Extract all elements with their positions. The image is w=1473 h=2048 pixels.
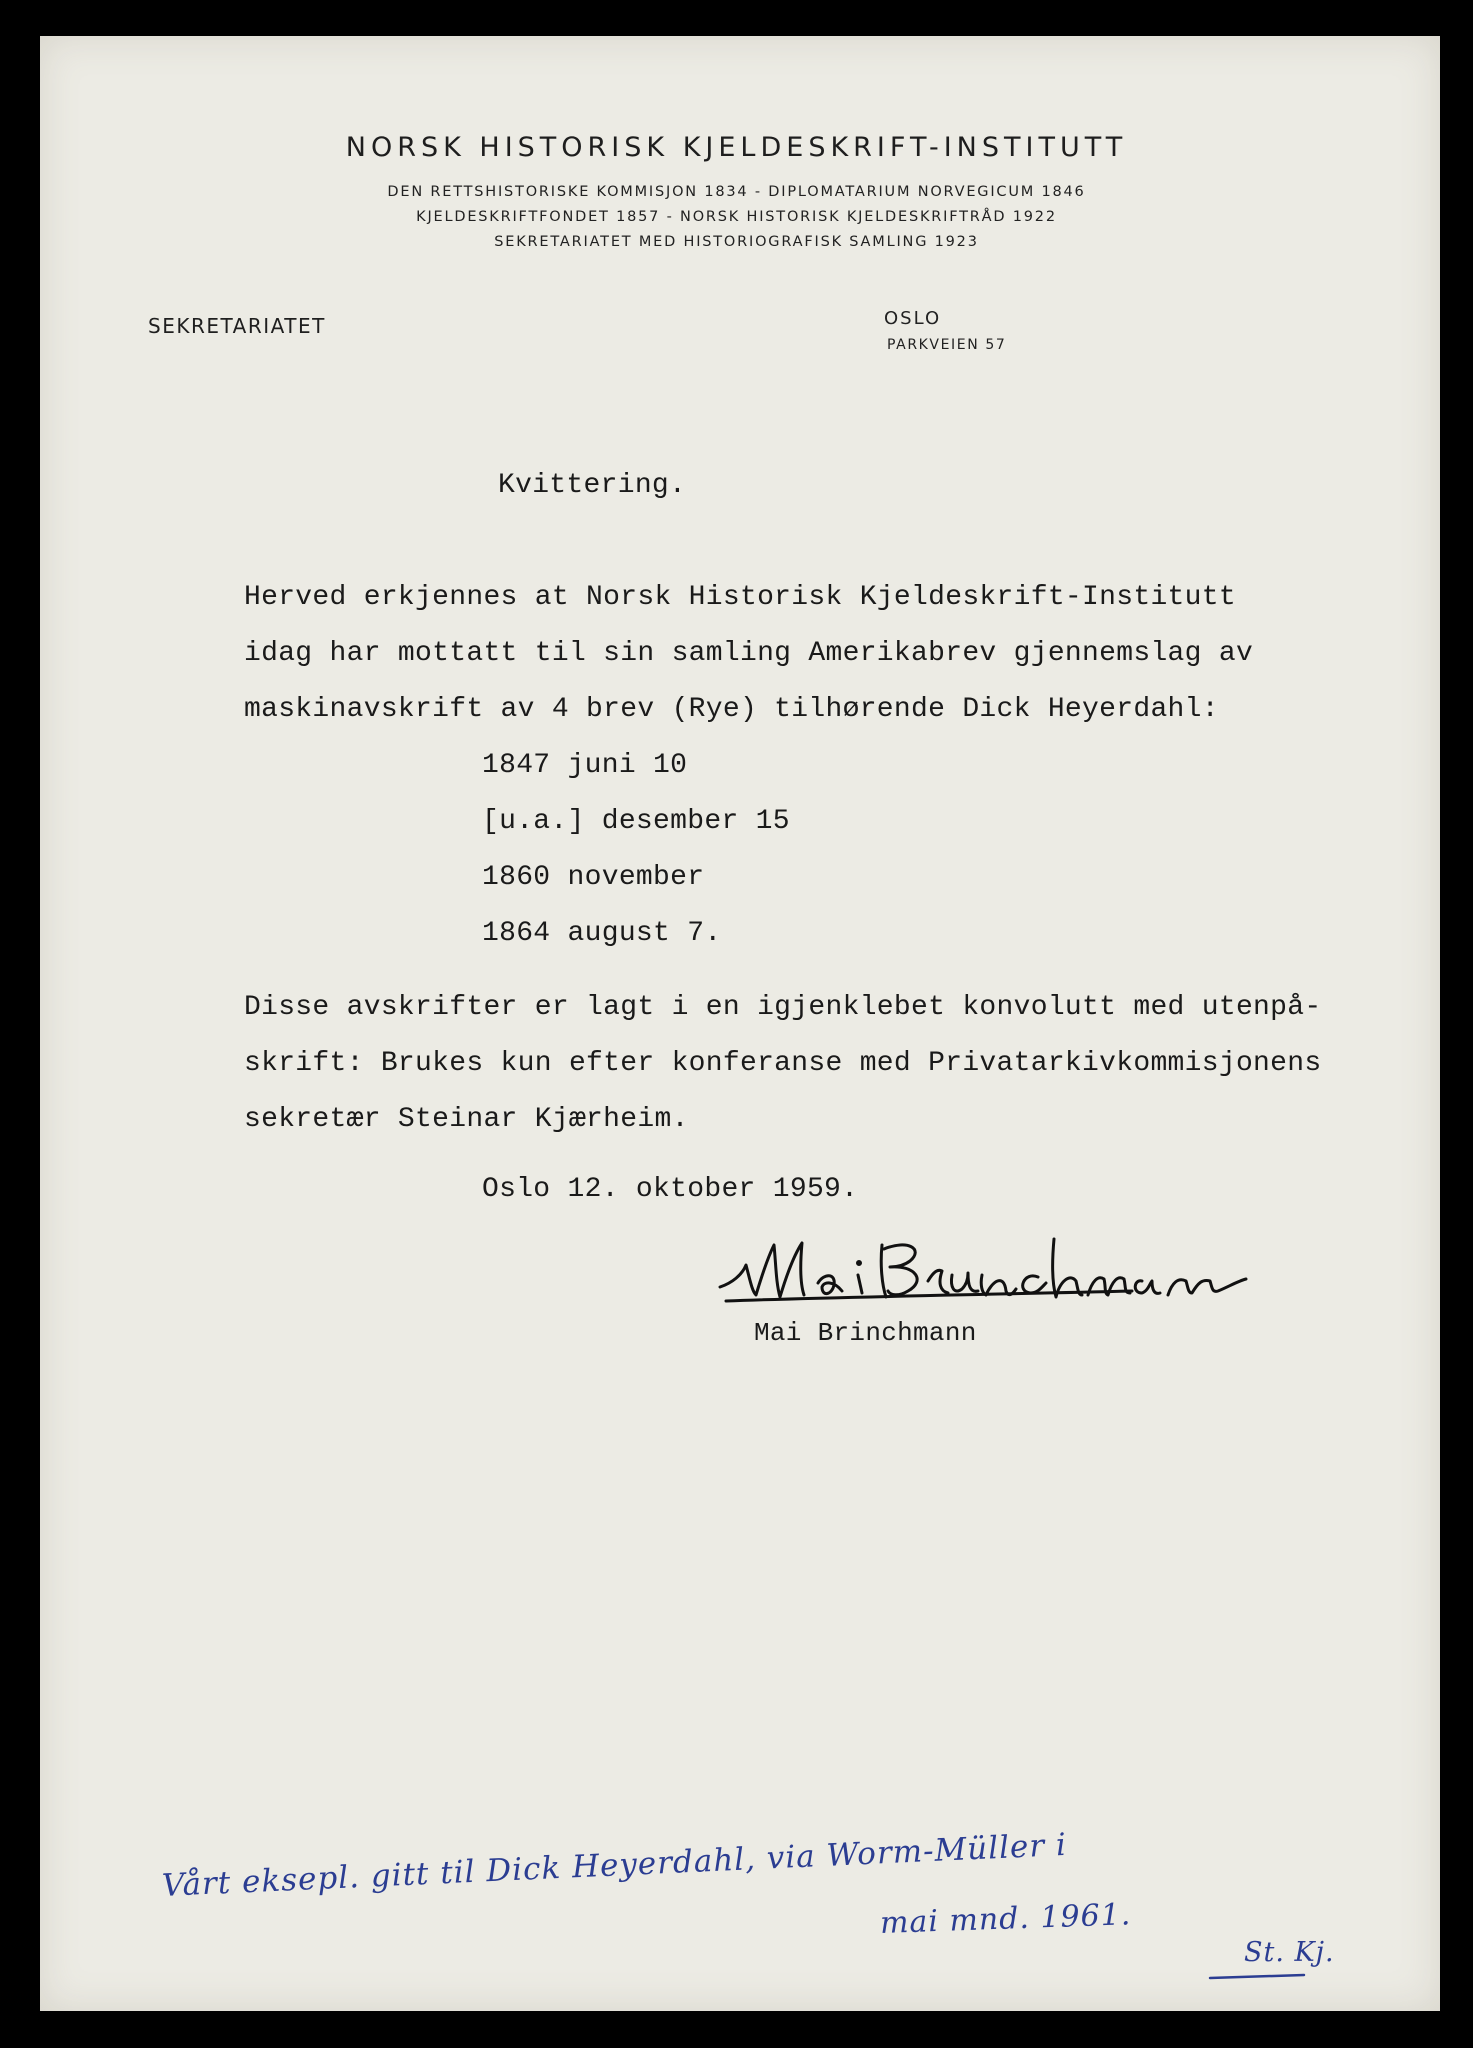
handwritten-note-line: mai mnd. 1961.	[879, 1897, 1132, 1941]
letterhead-history-line: SEKRETARIATET MED HISTORIOGRAFISK SAMLING 1923	[494, 234, 979, 250]
letter-list-item: 1864 august 7.	[482, 918, 722, 949]
handwritten-signature	[712, 1225, 1252, 1315]
letter-list-item: [u.a.] desember 15	[482, 806, 790, 837]
letterhead-history-line: KJELDESKRIFTFONDET 1857 - NORSK HISTORISK KJELDESKRIFTRÅD 1922	[416, 209, 1057, 225]
handwritten-note-line: Vårt eksepl. gitt til Dick Heyerdahl, via Worm-Müller i	[161, 1826, 1068, 1904]
paragraph-line: sekretær Steinar Kjærheim.	[244, 1104, 689, 1135]
receipt-heading: Kvittering.	[498, 470, 687, 501]
paragraph-line: skrift: Brukes kun efter konferanse med Privatarkivkommisjonens	[244, 1048, 1322, 1079]
letter-list-item: 1860 november	[482, 862, 705, 893]
typed-signature-name: Mai Brinchmann	[754, 1318, 977, 1348]
date-line: Oslo 12. oktober 1959.	[482, 1174, 859, 1205]
department-label: SEKRETARIATET	[148, 314, 326, 338]
letter-list-item: 1847 juni 10	[482, 750, 688, 781]
street-address: PARKVEIEN 57	[887, 337, 1007, 353]
institution-name: NORSK HISTORISK KJELDESKRIFT-INSTITUTT	[345, 132, 1128, 163]
paragraph-line: idag har mottatt til sin samling Amerikabrev gjennemslag av	[244, 638, 1254, 669]
paragraph-line: Herved erkjennes at Norsk Historisk Kjeldeskrift-Institutt	[244, 582, 1236, 613]
paragraph-line: Disse avskrifter er lagt i en igjenklebet konvolutt med utenpå-	[244, 992, 1322, 1023]
letterhead-history-line: DEN RETTSHISTORISKE KOMMISJON 1834 - DIPLOMATARIUM NORVEGICUM 1846	[387, 184, 1086, 200]
paragraph-line: maskinavskrift av 4 brev (Rye) tilhørende Dick Heyerdahl:	[244, 694, 1219, 725]
handwritten-initials: St. Kj.	[1244, 1937, 1335, 1968]
initials-underline-icon	[1208, 1972, 1308, 1982]
city-label: OSLO	[884, 308, 942, 329]
